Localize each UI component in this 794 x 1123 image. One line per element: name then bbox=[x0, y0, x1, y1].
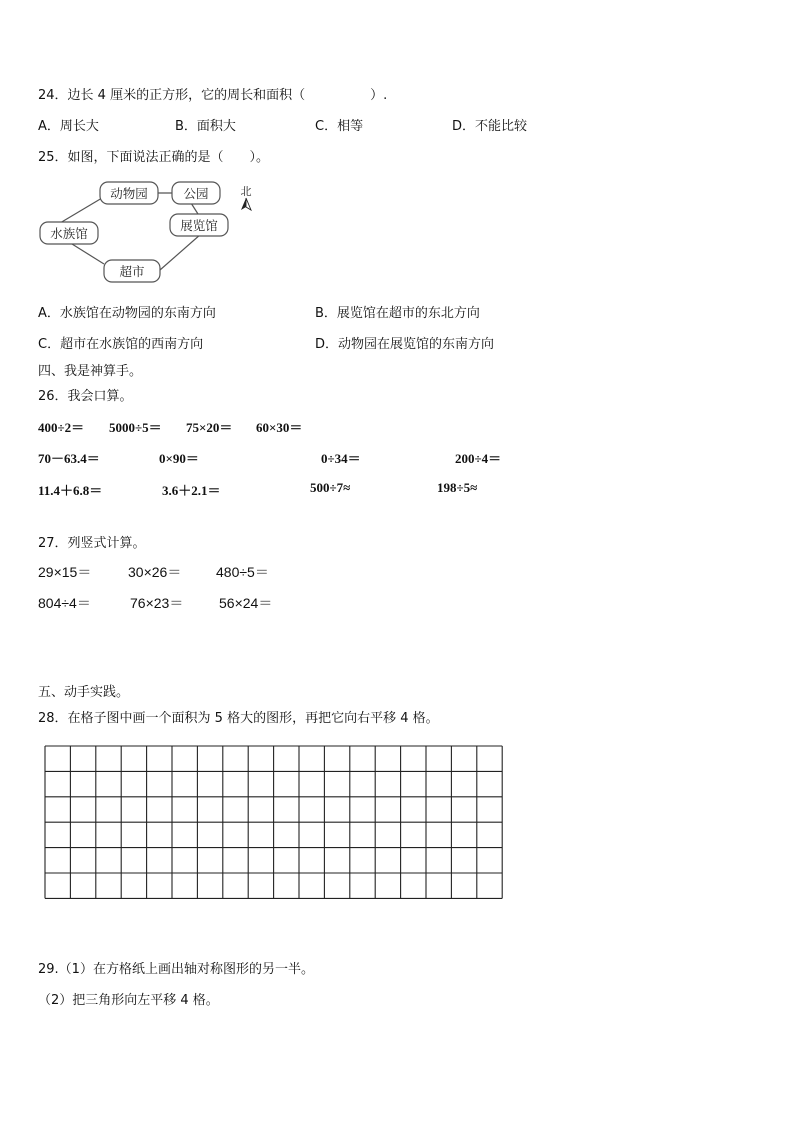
q26-r3-item-1: 11.4＋6.8＝ bbox=[38, 483, 103, 498]
map-link-aquarium-market bbox=[72, 244, 104, 264]
q26-r2-item-2: 0×90＝ bbox=[159, 451, 199, 466]
q27-stem: 27．列竖式计算。 bbox=[38, 536, 146, 551]
q25-option-c[interactable]: C．超市在水族馆的西南方向 bbox=[38, 337, 204, 352]
map-place-aquarium: 水族馆 bbox=[50, 226, 88, 241]
map-link-aquarium-zoo bbox=[60, 198, 102, 223]
q29-part-1: 29.（1）在方格纸上画出轴对称图形的另一半。 bbox=[38, 962, 314, 977]
q27-r1-item-1: 29×15＝ bbox=[38, 564, 92, 580]
section-5-heading: 五、动手实践。 bbox=[38, 685, 130, 700]
q24-option-d[interactable]: D．不能比较 bbox=[452, 119, 528, 134]
q26-r2-item-1: 70－63.4＝ bbox=[38, 451, 100, 466]
map-place-park: 公园 bbox=[183, 186, 209, 201]
q27-r1-item-2: 30×26＝ bbox=[128, 564, 182, 580]
q26-r1-item-2: 5000÷5＝ bbox=[109, 420, 162, 435]
map-link-market-exhibition bbox=[160, 234, 201, 270]
map-place-market: 超市 bbox=[119, 264, 145, 279]
q24-stem: 24．边长 4 厘米的正方形，它的周长和面积（ ）. bbox=[38, 88, 388, 103]
direction-map bbox=[36, 176, 266, 288]
q26-r1-item-4: 60×30＝ bbox=[256, 420, 303, 435]
q26-r2-item-4: 200÷4＝ bbox=[455, 451, 502, 466]
north-arrow-icon bbox=[241, 198, 246, 210]
map-place-zoo: 动物园 bbox=[110, 186, 148, 201]
map-place-exhibition: 展览馆 bbox=[180, 218, 218, 233]
q25-option-a[interactable]: A．水族馆在动物园的东南方向 bbox=[38, 306, 216, 321]
north-label: 北 bbox=[240, 185, 252, 198]
q29-part-2: （2）把三角形向左平移 4 格。 bbox=[38, 993, 219, 1008]
section-4-heading: 四、我是神算手。 bbox=[38, 364, 143, 379]
q27-r1-item-3: 480÷5＝ bbox=[216, 564, 269, 580]
q26-r3-item-3: 500÷7≈ bbox=[310, 480, 351, 495]
q25-option-b[interactable]: B．展览馆在超市的东北方向 bbox=[315, 306, 480, 321]
map-link-park-exhibition bbox=[191, 203, 198, 214]
q27-r2-item-3: 56×24＝ bbox=[219, 595, 273, 611]
q26-r2-item-3: 0÷34＝ bbox=[321, 451, 361, 466]
q25-stem: 25．如图，下面说法正确的是（ ）。 bbox=[38, 150, 270, 165]
q26-stem: 26．我会口算。 bbox=[38, 389, 133, 404]
q26-r3-item-2: 3.6＋2.1＝ bbox=[162, 483, 221, 498]
q26-r3-item-4: 198÷5≈ bbox=[437, 480, 478, 495]
q27-r2-item-2: 76×23＝ bbox=[130, 595, 184, 611]
q28-grid[interactable] bbox=[44, 745, 506, 901]
q28-stem: 28．在格子图中画一个面积为 5 格大的图形，再把它向右平移 4 格。 bbox=[38, 711, 439, 726]
q26-r1-item-1: 400÷2＝ bbox=[38, 420, 85, 435]
q24-option-b[interactable]: B．面积大 bbox=[175, 119, 236, 134]
q24-option-a[interactable]: A．周长大 bbox=[38, 119, 99, 134]
q25-option-d[interactable]: D．动物园在展览馆的东南方向 bbox=[315, 337, 495, 352]
q24-option-c[interactable]: C．相等 bbox=[315, 119, 364, 134]
q27-r2-item-1: 804÷4＝ bbox=[38, 595, 91, 611]
q26-r1-item-3: 75×20＝ bbox=[186, 420, 233, 435]
